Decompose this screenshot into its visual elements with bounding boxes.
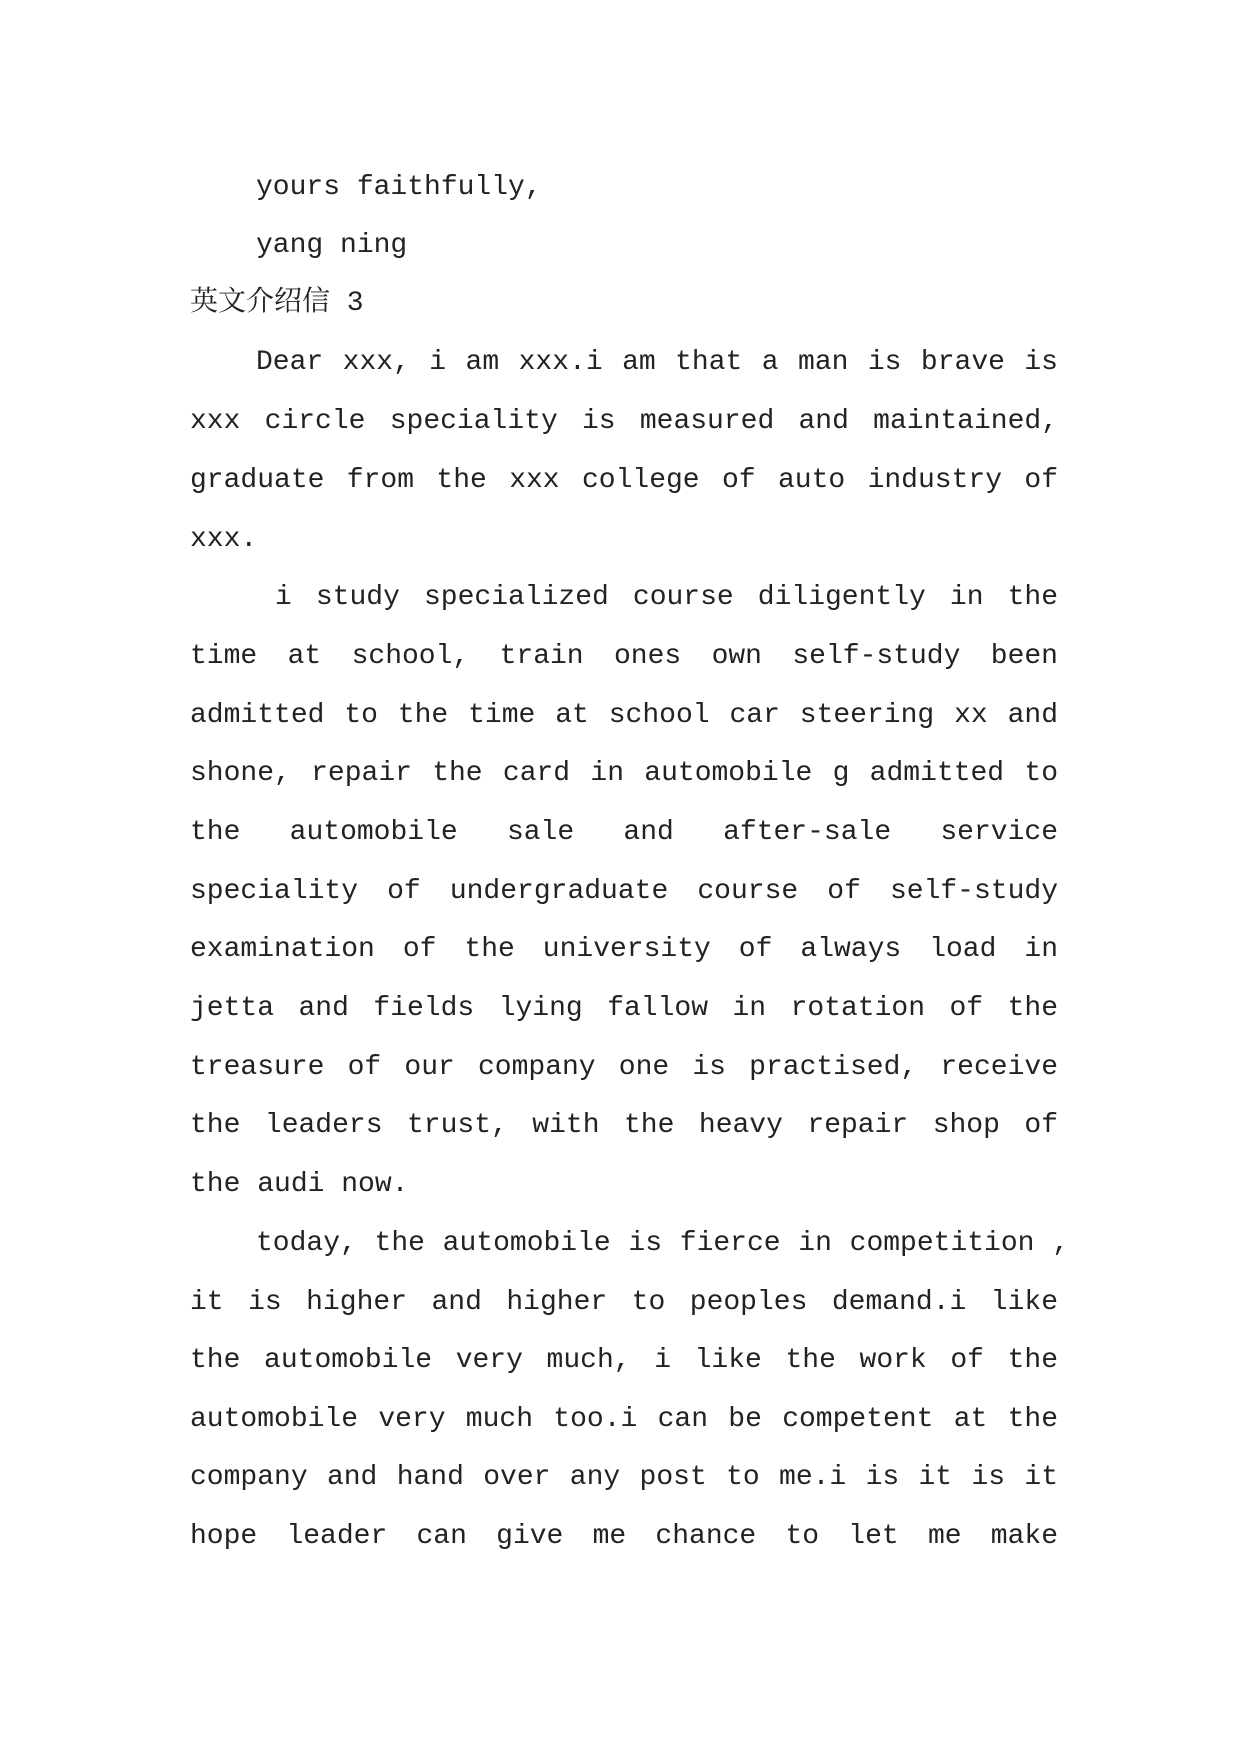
text-line: Dear xxx, i am xxx.i am that a man is brave is bbox=[256, 347, 1058, 378]
text-line: hope leader can give me chance to let me make bbox=[190, 1521, 1058, 1552]
text-line: treasure of our company one is practised, receive bbox=[190, 1052, 1058, 1083]
text-line: it is higher and higher to peoples demand.i like bbox=[190, 1287, 1058, 1318]
text-line: i study specialized course diligently in the bbox=[275, 582, 1058, 613]
text-line: the audi now. bbox=[190, 1169, 409, 1200]
text-line: graduate from the xxx college of auto industry of bbox=[190, 465, 1058, 496]
text-line: automobile very much too.i can be competent at the bbox=[190, 1404, 1058, 1435]
text-line: the automobile sale and after-sale service bbox=[190, 817, 1058, 848]
text-line: speciality of undergraduate course of self-study bbox=[190, 876, 1058, 907]
text-line: admitted to the time at school car steering xx and bbox=[190, 700, 1058, 731]
signature-name: yang ning bbox=[256, 230, 408, 261]
text-line: the leaders trust, with the heavy repair shop of bbox=[190, 1110, 1058, 1141]
text-line: the automobile very much, i like the work of the bbox=[190, 1345, 1058, 1376]
text-line: xxx circle speciality is measured and maintained, bbox=[190, 406, 1058, 437]
section-heading: 英文介绍信 3 bbox=[190, 288, 364, 319]
closing-line: yours faithfully, bbox=[256, 172, 542, 203]
text-line: today, the automobile is fierce in competition , bbox=[256, 1228, 1069, 1259]
text-line: company and hand over any post to me.i is it is it bbox=[190, 1462, 1058, 1493]
text-line: jetta and fields lying fallow in rotation of the bbox=[190, 993, 1058, 1024]
text-line: time at school, train ones own self-study been bbox=[190, 641, 1058, 672]
text-line: examination of the university of always load in bbox=[190, 934, 1058, 965]
text-line: shone, repair the card in automobile g admitted to bbox=[190, 758, 1058, 789]
text-line: xxx. bbox=[190, 524, 258, 555]
